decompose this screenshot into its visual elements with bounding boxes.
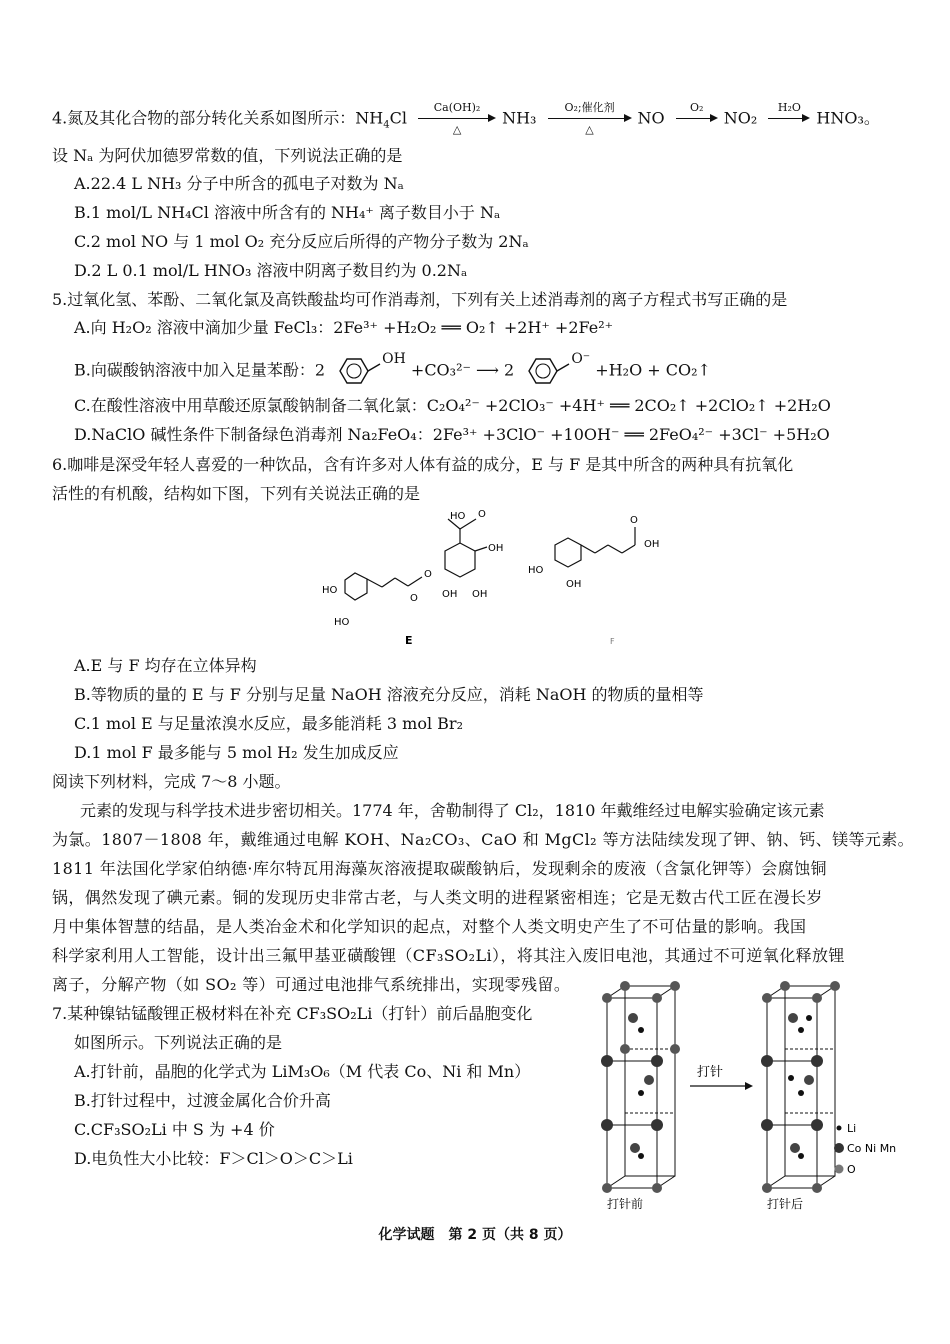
e-oh-ring1: OH bbox=[442, 589, 458, 600]
f-oh-bottom: OH bbox=[566, 579, 582, 590]
f-label: F bbox=[610, 637, 615, 646]
q5-option-b-prefix: B.向碳酸钠溶液中加入足量苯酚：2 bbox=[74, 360, 326, 380]
q4-cl: Cl bbox=[389, 108, 407, 128]
q4-nh3: NH₃ bbox=[502, 108, 537, 128]
reading-line: 月中集体智慧的结晶，是人类冶金术和化学知识的起点，对整个人类文明史产生了不可估量的影响。我国 bbox=[52, 917, 807, 936]
f-oh-acid: OH bbox=[644, 539, 660, 550]
q6-option-d: D.1 mol F 最多能与 5 mol H₂ 发生加成反应 bbox=[74, 743, 399, 762]
q4-option-c: C.2 mol NO 与 1 mol O₂ 充分反应后所得的产物分子数为 2Nₐ bbox=[74, 232, 529, 251]
f-o-acid: O bbox=[630, 515, 638, 526]
e-o-carbonyl: O bbox=[410, 593, 418, 604]
arrow1-bottom-label: △ bbox=[452, 123, 462, 136]
arrow4-top-label: H₂O bbox=[777, 101, 801, 114]
reading-line: 为氯。1807－1808 年，戴维通过电解 KOH、Na₂CO₃、CaO 和 MgCl₂ 等方法陆续发现了钾、钠、钙、镁等元素。 bbox=[52, 830, 915, 849]
q4-stem-line2: 设 Nₐ 为阿伏加德罗常数的值，下列说法正确的是 bbox=[52, 146, 403, 165]
before-label: 打针前 bbox=[607, 1197, 644, 1211]
legend-li: Li bbox=[847, 1122, 857, 1135]
q6-option-b: B.等物质的量的 E 与 F 分别与足量 NaOH 溶液充分反应，消耗 NaOH 的物质的量相等 bbox=[74, 685, 704, 704]
crystal-cell-figure bbox=[595, 978, 915, 1213]
q4-no2: NO₂ bbox=[723, 108, 758, 128]
q5-phenol-oh: OH bbox=[382, 351, 406, 368]
benzene-ring-icon bbox=[519, 356, 571, 386]
q6-option-c: C.1 mol E 与足量浓溴水反应，最多能消耗 3 mol Br₂ bbox=[74, 714, 463, 733]
transform-arrow-head bbox=[745, 1082, 753, 1090]
q7-option-a: A.打针前，晶胞的化学式为 LiM₃O₆（M 代表 Co、Ni 和 Mn） bbox=[74, 1062, 531, 1081]
reading-line: 1811 年法国化学家伯纳德·库尔特瓦用海藻灰溶液提取碳酸钠后，发现剩余的废液（含氯化钾等）会腐蚀铜 bbox=[52, 859, 827, 878]
page-footer: 化学试题 第 2 页（共 8 页） bbox=[378, 1227, 572, 1243]
after-label: 打针后 bbox=[767, 1197, 804, 1211]
structure-e bbox=[345, 519, 487, 600]
q5-option-d: D.NaClO 碱性条件下制备绿色消毒剂 Na₂FeO₄：2Fe³⁺ +3ClO⁻ +10OH⁻ ══ 2FeO₄²⁻ +3Cl⁻ +5H₂O bbox=[74, 425, 830, 444]
e-label: E bbox=[405, 634, 413, 647]
arrow-o2 bbox=[676, 102, 718, 136]
atoms-after bbox=[761, 981, 840, 1193]
e-ho-bottom: HO bbox=[334, 617, 350, 628]
q5-option-a: A.向 H₂O₂ 溶液中滴加少量 FeCl₃：2Fe³⁺ +H₂O₂ ══ O₂↑ +2H⁺ +2Fe²⁺ bbox=[74, 318, 614, 337]
arrow-label: 打针 bbox=[697, 1065, 724, 1080]
reading-intro: 阅读下列材料，完成 7～8 小题。 bbox=[52, 772, 291, 791]
e-ho-left: HO bbox=[322, 585, 338, 596]
arrow2-top-label: O₂;催化剂 bbox=[564, 101, 615, 114]
q4-option-a: A.22.4 L NH₃ 分子中所含的孤电子对数为 Nₐ bbox=[74, 174, 404, 193]
q4-stem-text: 4.氮及其化合物的部分转化关系如图所示：NH bbox=[52, 108, 384, 128]
q5-stem: 5.过氧化氢、苯酚、二氧化氯及高铁酸盐均可作消毒剂，下列有关上述消毒剂的离子方程式书写正确的是 bbox=[52, 290, 788, 309]
f-ho: HO bbox=[528, 565, 544, 576]
q7-stem-line2: 如图所示。下列说法正确的是 bbox=[74, 1033, 283, 1052]
e-o-acid: O bbox=[478, 509, 486, 520]
q5-option-b-middle: +CO₃²⁻ ⟶ 2 bbox=[410, 360, 515, 380]
e-oh-ring2: OH bbox=[472, 589, 488, 600]
e-oh-right: OH bbox=[488, 543, 504, 554]
legend bbox=[834, 1122, 896, 1176]
q7-option-d: D.电负性大小比较：F＞Cl＞O＞C＞Li bbox=[74, 1149, 353, 1168]
q4-nh4-sub: 4 bbox=[383, 119, 390, 131]
q7-stem-line1: 7.某种镍钴锰酸锂正极材料在补充 CF₃SO₂Li（打针）前后晶胞变化 bbox=[52, 1004, 533, 1023]
arrow2-bottom-label: △ bbox=[585, 123, 594, 136]
q5-option-b-suffix: +H₂O + CO₂↑ bbox=[595, 360, 711, 380]
legend-m: Co Ni Mn bbox=[847, 1142, 897, 1155]
q5-option-c: C.在酸性溶液中用草酸还原氯酸钠制备二氧化氯：C₂O₄²⁻ +2ClO₃⁻ +4H⁺ ══ 2CO₂↑ +2ClO₂↑ +2H₂O bbox=[74, 396, 831, 415]
structure-figure bbox=[300, 505, 700, 650]
q5-option-b bbox=[74, 351, 711, 386]
benzene-ring-icon bbox=[330, 356, 382, 386]
reading-line: 锅，偶然发现了碘元素。铜的发现历史非常古老，与人类文明的进程紧密相连；它是无数古代工匠在漫长岁 bbox=[52, 888, 823, 907]
reading-line: 科学家利用人工智能，设计出三氟甲基亚磺酸锂（CF₃SO₂Li），将其注入废旧电池，其通过不可逆氧化释放锂 bbox=[52, 946, 845, 965]
q7-option-c: C.CF₃SO₂Li 中 S 为 +4 价 bbox=[74, 1120, 275, 1139]
atoms-before bbox=[601, 981, 680, 1193]
q7-option-b: B.打针过程中，过渡金属化合价升高 bbox=[74, 1091, 331, 1110]
arrow-ca-oh bbox=[418, 102, 496, 136]
q4-stem-line1 bbox=[52, 102, 880, 136]
e-ho-top: HO bbox=[450, 511, 466, 522]
arrow-h2o bbox=[768, 102, 810, 136]
structure-f bbox=[555, 527, 635, 567]
q6-stem-line1: 6.咖啡是深受年轻人喜爱的一种饮品，含有许多对人体有益的成分，E 与 F 是其中所含的两种具有抗氧化 bbox=[52, 455, 794, 474]
arrow3-top-label: O₂ bbox=[690, 101, 704, 114]
q4-option-d: D.2 L 0.1 mol/L HNO₃ 溶液中阴离子数目约为 0.2Nₐ bbox=[74, 261, 468, 280]
legend-o: O bbox=[847, 1163, 856, 1176]
reading-line: 元素的发现与科学技术进步密切相关。1774 年，舍勒制得了 Cl₂，1810 年戴维经过电解实验确定该元素 bbox=[80, 801, 825, 820]
q4-hno3: HNO₃。 bbox=[816, 108, 880, 128]
arrow-o2-catalyst bbox=[548, 102, 632, 136]
q4-no: NO bbox=[637, 108, 665, 128]
q4-option-b: B.1 mol/L NH₄Cl 溶液中所含有的 NH₄⁺ 离子数目小于 Nₐ bbox=[74, 203, 501, 222]
q5-phenoxide-o: O⁻ bbox=[571, 351, 591, 368]
q6-stem-line2: 活性的有机酸，结构如下图，下列有关说法正确的是 bbox=[52, 484, 421, 503]
e-o-ring: O bbox=[424, 569, 432, 580]
reading-line: 离子，分解产物（如 SO₂ 等）可通过电池排气系统排出，实现零残留。 bbox=[52, 975, 571, 994]
q6-option-a: A.E 与 F 均存在立体异构 bbox=[74, 656, 257, 675]
arrow1-top-label: Ca(OH)₂ bbox=[433, 101, 481, 114]
